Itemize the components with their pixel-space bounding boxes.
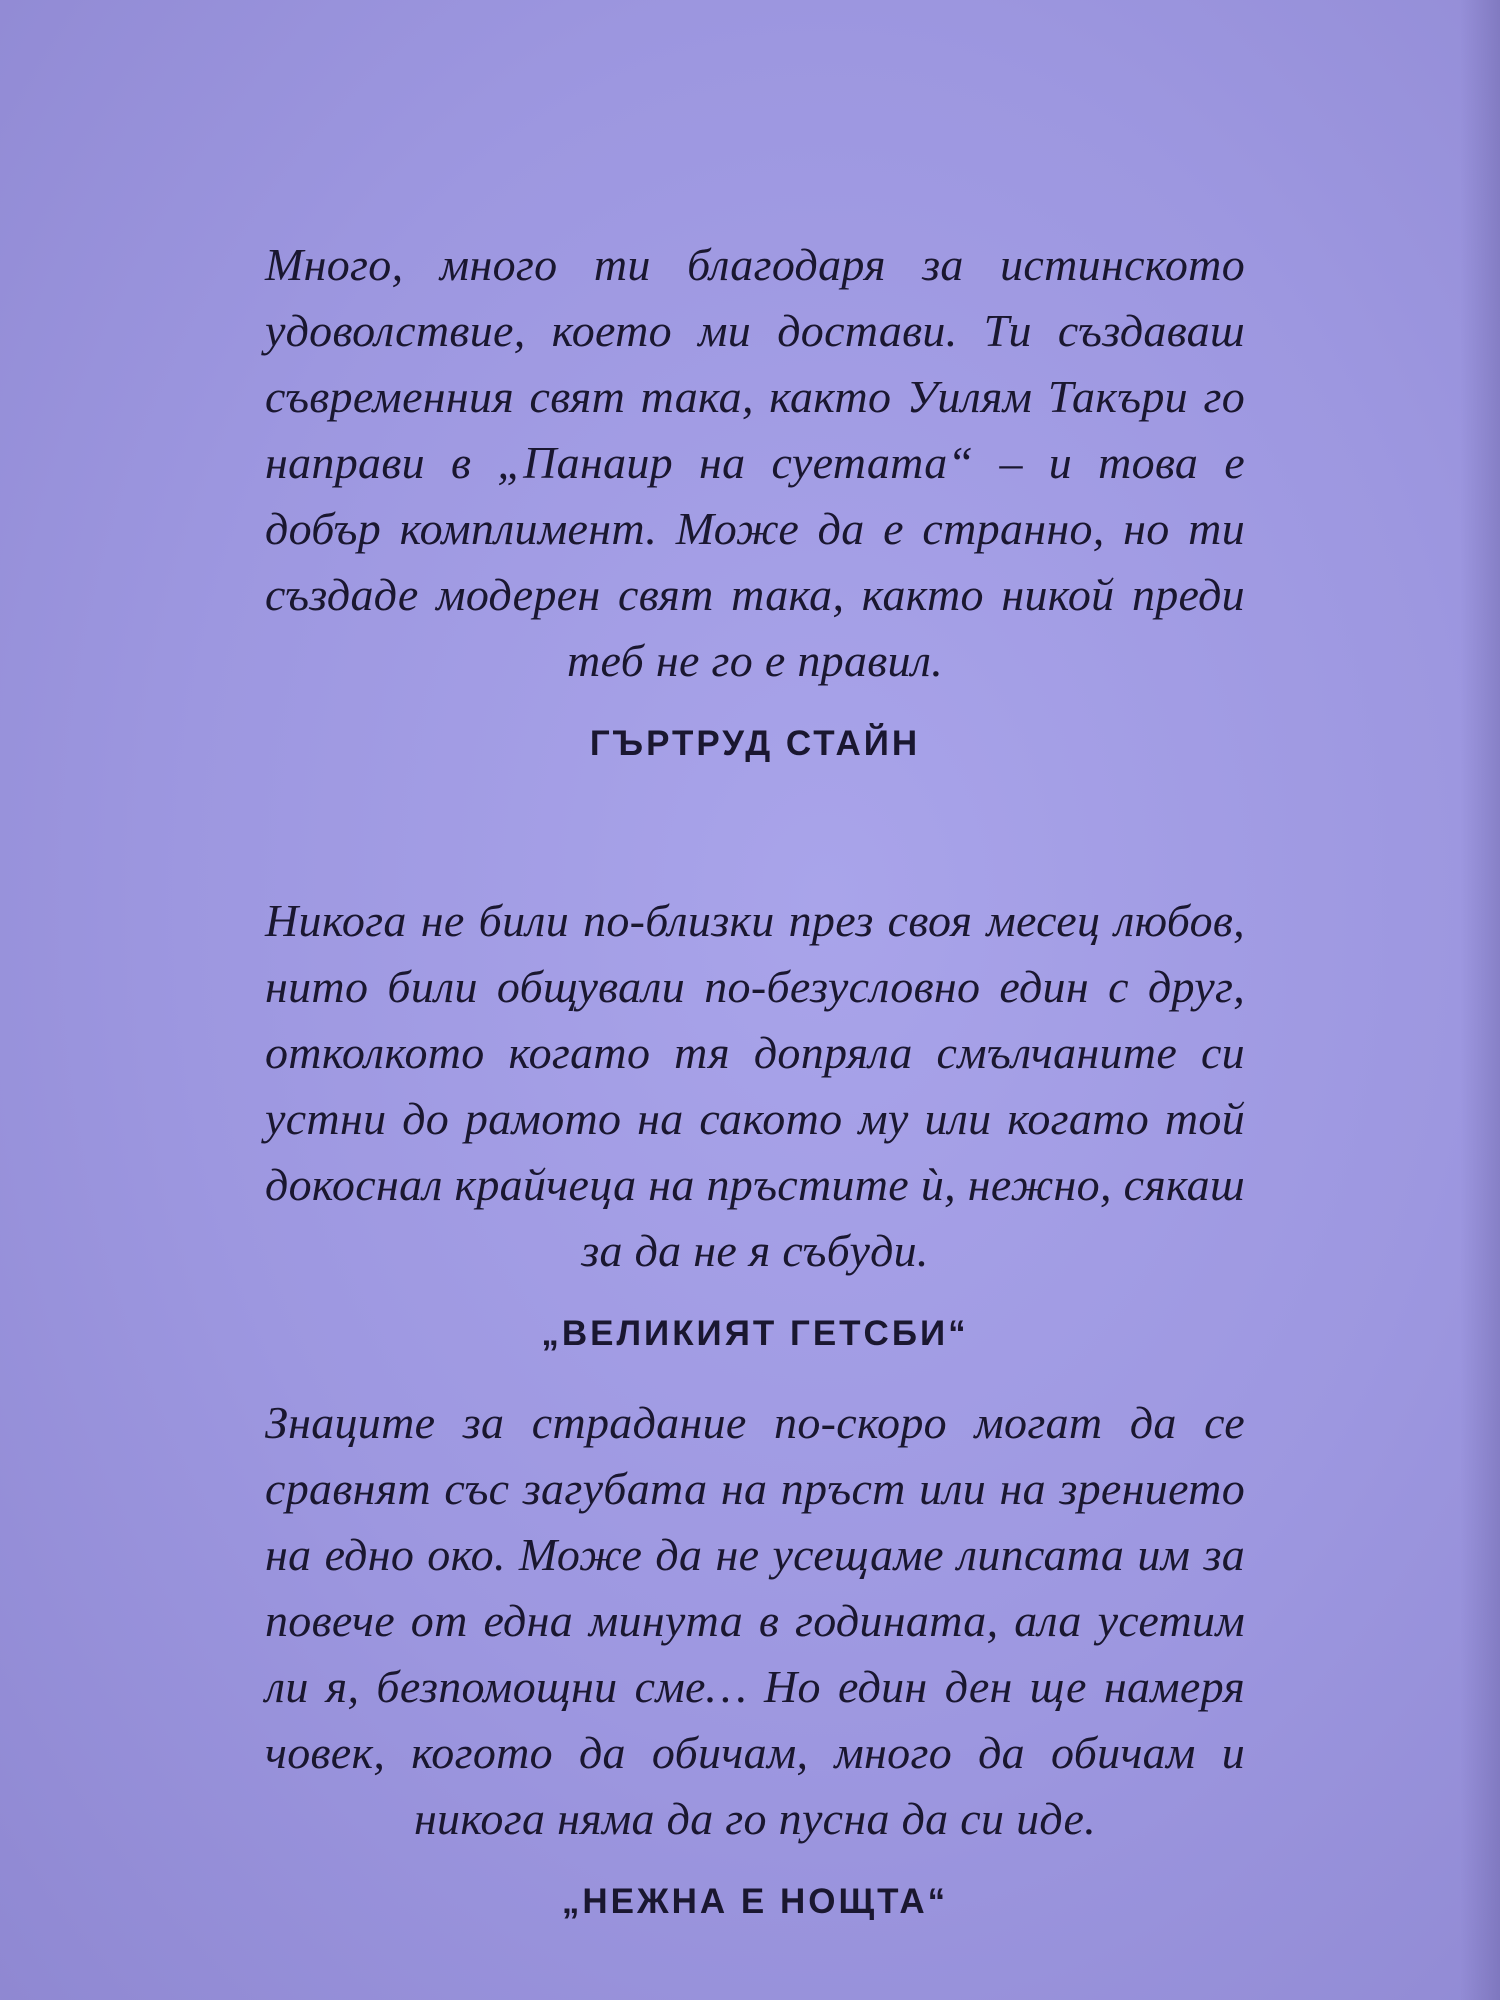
quote-attribution: ГЪРТРУД СТАЙН bbox=[589, 724, 921, 763]
quote-block-tender-night bbox=[265, 1390, 1245, 1922]
quote-block-gatsby bbox=[265, 888, 1245, 1354]
quote-text: Никога не били по-близки през своя месец любов, нито били общували по-безусловно един с друг, отколкото когато тя допряла смълчаните си устни до рамото на сакото му или когато той докоснал крайчеца на пръстите ѝ, нежно, сякаш за да не я събуди. bbox=[265, 895, 1245, 1276]
quote-attribution: „ВЕЛИКИЯТ ГЕТСБИ“ bbox=[541, 1314, 969, 1353]
page-edge-shadow bbox=[1460, 0, 1500, 2000]
quote-attribution: „НЕЖНА Е НОЩТА“ bbox=[561, 1882, 949, 1921]
quote-text: Много, много ти благодаря за истинското удоволствие, което ми достави. Ти създаваш съвременния свят така, както Уилям Такъри го направи в „Панаир на суетата“ – и това е добър комплимент. Може да е странно, но ти създаде модерен свят така, както никой преди теб не го е правил. bbox=[265, 239, 1245, 686]
quote-text: Знаците за страдание по-скоро могат да се сравнят със загубата на пръст или на зрението на едно око. Може да не усещаме липсата им за повече от една минута в годината, ала усетим ли я, безпомощни сме… Но един ден ще намеря човек, когото да обичам, много да обичам и никога няма да го пусна да си иде. bbox=[265, 1397, 1245, 1844]
quote-block-stein bbox=[265, 232, 1245, 764]
